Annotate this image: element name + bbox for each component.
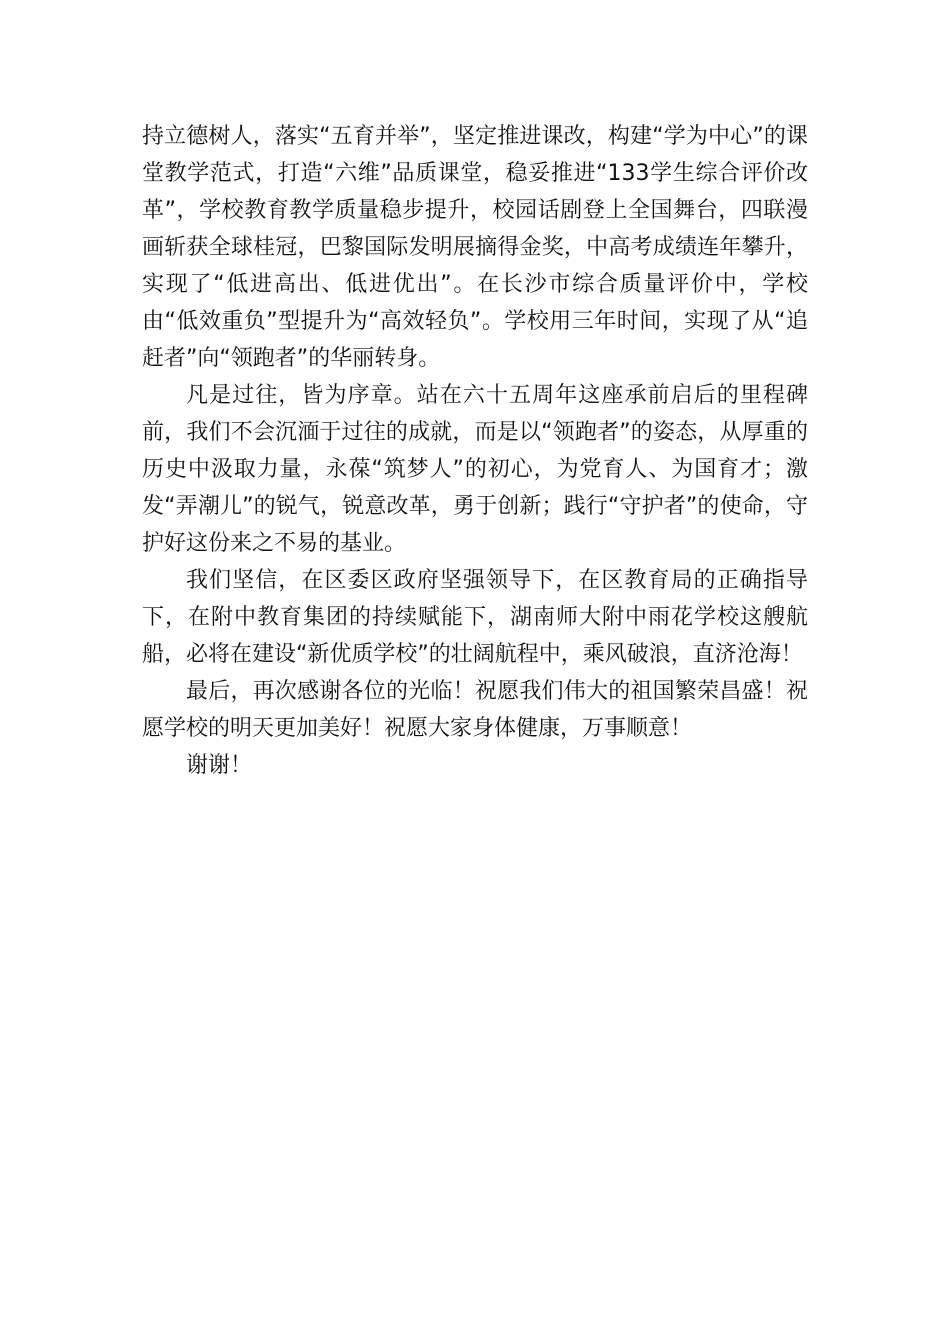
- paragraph-continued: 持立德树人，落实“五育并举”，坚定推进课改，构建“学为中心”的课堂教学范式，打造“六维”品质课堂，稳妥推进“133学生综合评价改革”，学校教育教学质量稳步提升，校园话剧登上全国舞台，四联漫画斩获全球桂冠，巴黎国际发明展摘得金奖，中高考成绩连年攀升，实现了“低进高出、低进优出”。在长沙市综合质量评价中，学校由“低效重负”型提升为“高效轻负”。学校用三年时间，实现了从“追赶者”向“领跑者”的华丽转身。: [142, 124, 808, 371]
- paragraph-belief: 我们坚信，在区委区政府坚强领导下，在区教育局的正确指导下，在附中教育集团的持续赋能下，湖南师大附中雨花学校这艘航船，必将在建设“新优质学校”的壮阔航程中，乘风破浪，直济沧海！: [142, 568, 808, 667]
- speech-body: [142, 118, 808, 784]
- paragraph-past-as-prologue: 凡是过往，皆为序章。站在六十五周年这座承前启后的里程碑前，我们不会沉湎于过往的成就，而是以“领跑者”的姿态，从厚重的历史中汲取力量，永葆“筑梦人”的初心，为党育人、为国育才；激发“弄潮儿”的锐气，锐意改革，勇于创新；践行“守护者”的使命，守护好这份来之不易的基业。: [142, 383, 808, 556]
- paragraph-closing-wishes: 最后，再次感谢各位的光临！祝愿我们伟大的祖国繁荣昌盛！祝愿学校的明天更加美好！祝愿大家身体健康，万事顺意！: [142, 679, 808, 741]
- paragraph-thanks: 谢谢！: [186, 753, 253, 778]
